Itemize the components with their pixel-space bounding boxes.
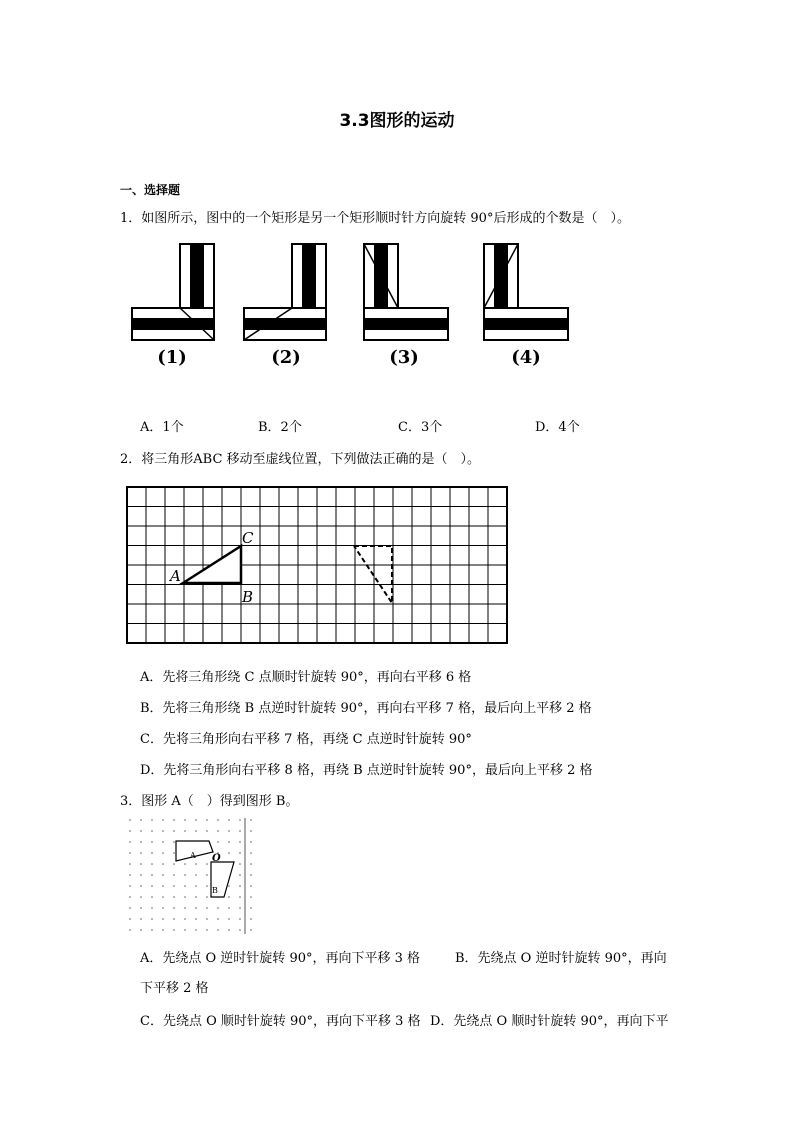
grid-dot — [239, 918, 241, 920]
grid-dot — [173, 885, 175, 887]
grid-dot — [184, 830, 186, 832]
grid-dot — [206, 896, 208, 898]
grid-dot — [195, 918, 197, 920]
grid-dot — [184, 819, 186, 821]
grid-dot — [206, 874, 208, 876]
grid-dot — [140, 841, 142, 843]
q2-option-d[interactable]: D．先将三角形向右平移 8 格，再绕 B 点逆时针旋转 90°，最后向上平移 2 格 — [140, 763, 593, 778]
grid-dot — [217, 819, 219, 821]
grid-dot — [250, 841, 252, 843]
grid-dot — [206, 929, 208, 931]
grid-dot — [162, 918, 164, 920]
grid-dot — [239, 830, 241, 832]
grid-dot — [228, 885, 230, 887]
grid-dot — [206, 907, 208, 909]
section-heading: 一、选择题 — [120, 183, 181, 197]
grid-dot — [140, 918, 142, 920]
grid-dot — [173, 907, 175, 909]
grid-dot — [228, 830, 230, 832]
grid-dot — [217, 830, 219, 832]
grid-dot — [184, 885, 186, 887]
grid-dot — [151, 863, 153, 865]
grid-dot — [206, 918, 208, 920]
grid-dot — [140, 885, 142, 887]
grid-dot — [162, 852, 164, 854]
grid-dot — [162, 830, 164, 832]
grid-dot — [151, 874, 153, 876]
grid-dot — [250, 929, 252, 931]
grid-dot — [228, 852, 230, 854]
shape-b-label: B — [212, 886, 218, 895]
grid-dot — [151, 929, 153, 931]
grid-dot — [228, 819, 230, 821]
grid-dot — [129, 852, 131, 854]
grid-dot — [162, 896, 164, 898]
grid-dot — [129, 874, 131, 876]
grid-dot — [195, 907, 197, 909]
q3-option-b-continued: 下平移 2 格 — [140, 981, 209, 996]
grid-dot — [239, 852, 241, 854]
grid-dot — [129, 819, 131, 821]
grid-dot — [228, 929, 230, 931]
grid-dot — [162, 885, 164, 887]
grid-dot — [239, 841, 241, 843]
grid-dot — [250, 874, 252, 876]
grid-dot — [129, 841, 131, 843]
grid-dot — [228, 918, 230, 920]
grid-dot — [250, 918, 252, 920]
grid-dot — [140, 819, 142, 821]
question-3-dot-grid-figure — [126, 816, 262, 936]
grid-dot — [173, 863, 175, 865]
grid-dot — [151, 852, 153, 854]
grid-dot — [129, 863, 131, 865]
dot-grid — [129, 819, 252, 931]
point-label-b: B — [242, 588, 254, 606]
grid-dot — [184, 863, 186, 865]
q1-option-a[interactable]: A．1个 — [140, 420, 184, 435]
grid-dot — [195, 885, 197, 887]
grid-dot — [173, 929, 175, 931]
q1-option-c[interactable]: C．3个 — [398, 420, 443, 435]
grid-dot — [250, 852, 252, 854]
grid-dot — [162, 929, 164, 931]
grid-dot — [195, 819, 197, 821]
q2-option-a[interactable]: A．先将三角形绕 C 点顺时针旋转 90°，再向右平移 6 格 — [140, 670, 472, 685]
grid-dot — [129, 896, 131, 898]
grid-dot — [162, 841, 164, 843]
grid-dot — [173, 896, 175, 898]
grid-dot — [217, 907, 219, 909]
grid-dot — [162, 863, 164, 865]
grid-dot — [250, 830, 252, 832]
question-1-text: 1．如图所示，图中的一个矩形是另一个矩形顺时针方向旋转 90°后形成的个数是（ ）。 — [120, 211, 630, 226]
grid-dot — [239, 896, 241, 898]
q3-option-d[interactable]: D．先绕点 O 顺时针旋转 90°，再向下平 — [430, 1014, 669, 1029]
grid-dot — [184, 874, 186, 876]
figure-label-3: (3) — [389, 347, 419, 368]
grid-dot — [151, 885, 153, 887]
grid-dot — [140, 929, 142, 931]
question-3-text: 3．图形 A（ ）得到图形 B。 — [120, 794, 299, 809]
grid-dot — [140, 874, 142, 876]
q3-option-b[interactable]: B．先绕点 O 逆时针旋转 90°，再向 — [455, 951, 667, 966]
shape-a-label: A — [190, 851, 196, 860]
q1-option-d[interactable]: D．4个 — [535, 420, 580, 435]
grid-dot — [250, 907, 252, 909]
grid-dot — [195, 874, 197, 876]
grid-dot — [162, 819, 164, 821]
grid-dot — [173, 819, 175, 821]
q3-option-c[interactable]: C．先绕点 O 顺时针旋转 90°，再向下平移 3 格 — [140, 1014, 421, 1029]
figure-label-1: (1) — [157, 347, 187, 368]
grid-dot — [195, 830, 197, 832]
grid-dot — [217, 929, 219, 931]
grid-dot — [206, 863, 208, 865]
grid-dot — [129, 918, 131, 920]
grid-dot — [250, 819, 252, 821]
grid-dot — [129, 885, 131, 887]
question-2-text: 2．将三角形ABC 移动至虚线位置，下列做法正确的是（ ）。 — [120, 452, 481, 467]
question-1-figure — [128, 240, 578, 370]
grid-dot — [195, 929, 197, 931]
grid-dot — [206, 819, 208, 821]
q2-option-c[interactable]: C．先将三角形向右平移 7 格，再绕 C 点逆时针旋转 90° — [140, 732, 472, 747]
grid-dot — [173, 874, 175, 876]
grid-dot — [239, 819, 241, 821]
figure-label-2: (2) — [271, 347, 301, 368]
grid-lines — [127, 487, 507, 643]
target-dashed-triangle — [354, 546, 392, 603]
grid-dot — [228, 907, 230, 909]
grid-dot — [239, 874, 241, 876]
grid-dot — [151, 896, 153, 898]
l-shape-4 — [484, 244, 568, 340]
grid-dot — [162, 874, 164, 876]
grid-dot — [250, 896, 252, 898]
grid-dot — [140, 852, 142, 854]
q1-option-b[interactable]: B．2个 — [258, 420, 302, 435]
page-title: 3.3图形的运动 — [339, 111, 455, 131]
q3-option-a[interactable]: A．先绕点 O 逆时针旋转 90°，再向下平移 3 格 — [140, 951, 421, 966]
grid-dot — [228, 896, 230, 898]
grid-dot — [195, 863, 197, 865]
grid-dot — [239, 907, 241, 909]
grid-dot — [195, 896, 197, 898]
grid-dot — [129, 929, 131, 931]
grid-dot — [140, 907, 142, 909]
grid-dot — [250, 885, 252, 887]
grid-dot — [151, 907, 153, 909]
point-label-a: A — [170, 567, 181, 585]
grid-dot — [184, 918, 186, 920]
grid-dot — [129, 830, 131, 832]
grid-dot — [151, 918, 153, 920]
grid-dot — [206, 830, 208, 832]
grid-dot — [206, 885, 208, 887]
figure-label-4: (4) — [511, 347, 541, 368]
grid-dot — [162, 907, 164, 909]
grid-dot — [140, 830, 142, 832]
grid-dot — [184, 907, 186, 909]
grid-dot — [239, 885, 241, 887]
grid-dot — [151, 841, 153, 843]
grid-dot — [151, 819, 153, 821]
grid-dot — [151, 830, 153, 832]
grid-dot — [239, 929, 241, 931]
grid-dot — [173, 841, 175, 843]
grid-dot — [173, 918, 175, 920]
l-shape-1 — [132, 244, 214, 340]
grid-dot — [228, 841, 230, 843]
grid-dot — [129, 907, 131, 909]
l-shape-3 — [364, 244, 448, 340]
grid-dot — [173, 830, 175, 832]
grid-dot — [217, 918, 219, 920]
grid-dot — [140, 896, 142, 898]
grid-dot — [140, 863, 142, 865]
point-label-c: C — [242, 529, 254, 547]
grid-dot — [173, 852, 175, 854]
grid-dot — [184, 896, 186, 898]
grid-dot — [239, 863, 241, 865]
grid-dot — [184, 929, 186, 931]
q2-option-b[interactable]: B．先将三角形绕 B 点逆时针旋转 90°，再向右平移 7 格，最后向上平移 2 格 — [140, 701, 592, 716]
l-shape-2 — [244, 244, 326, 340]
grid-dot — [250, 863, 252, 865]
point-o-label: O — [212, 853, 221, 864]
grid-dot — [217, 841, 219, 843]
question-2-grid-figure — [126, 486, 508, 644]
